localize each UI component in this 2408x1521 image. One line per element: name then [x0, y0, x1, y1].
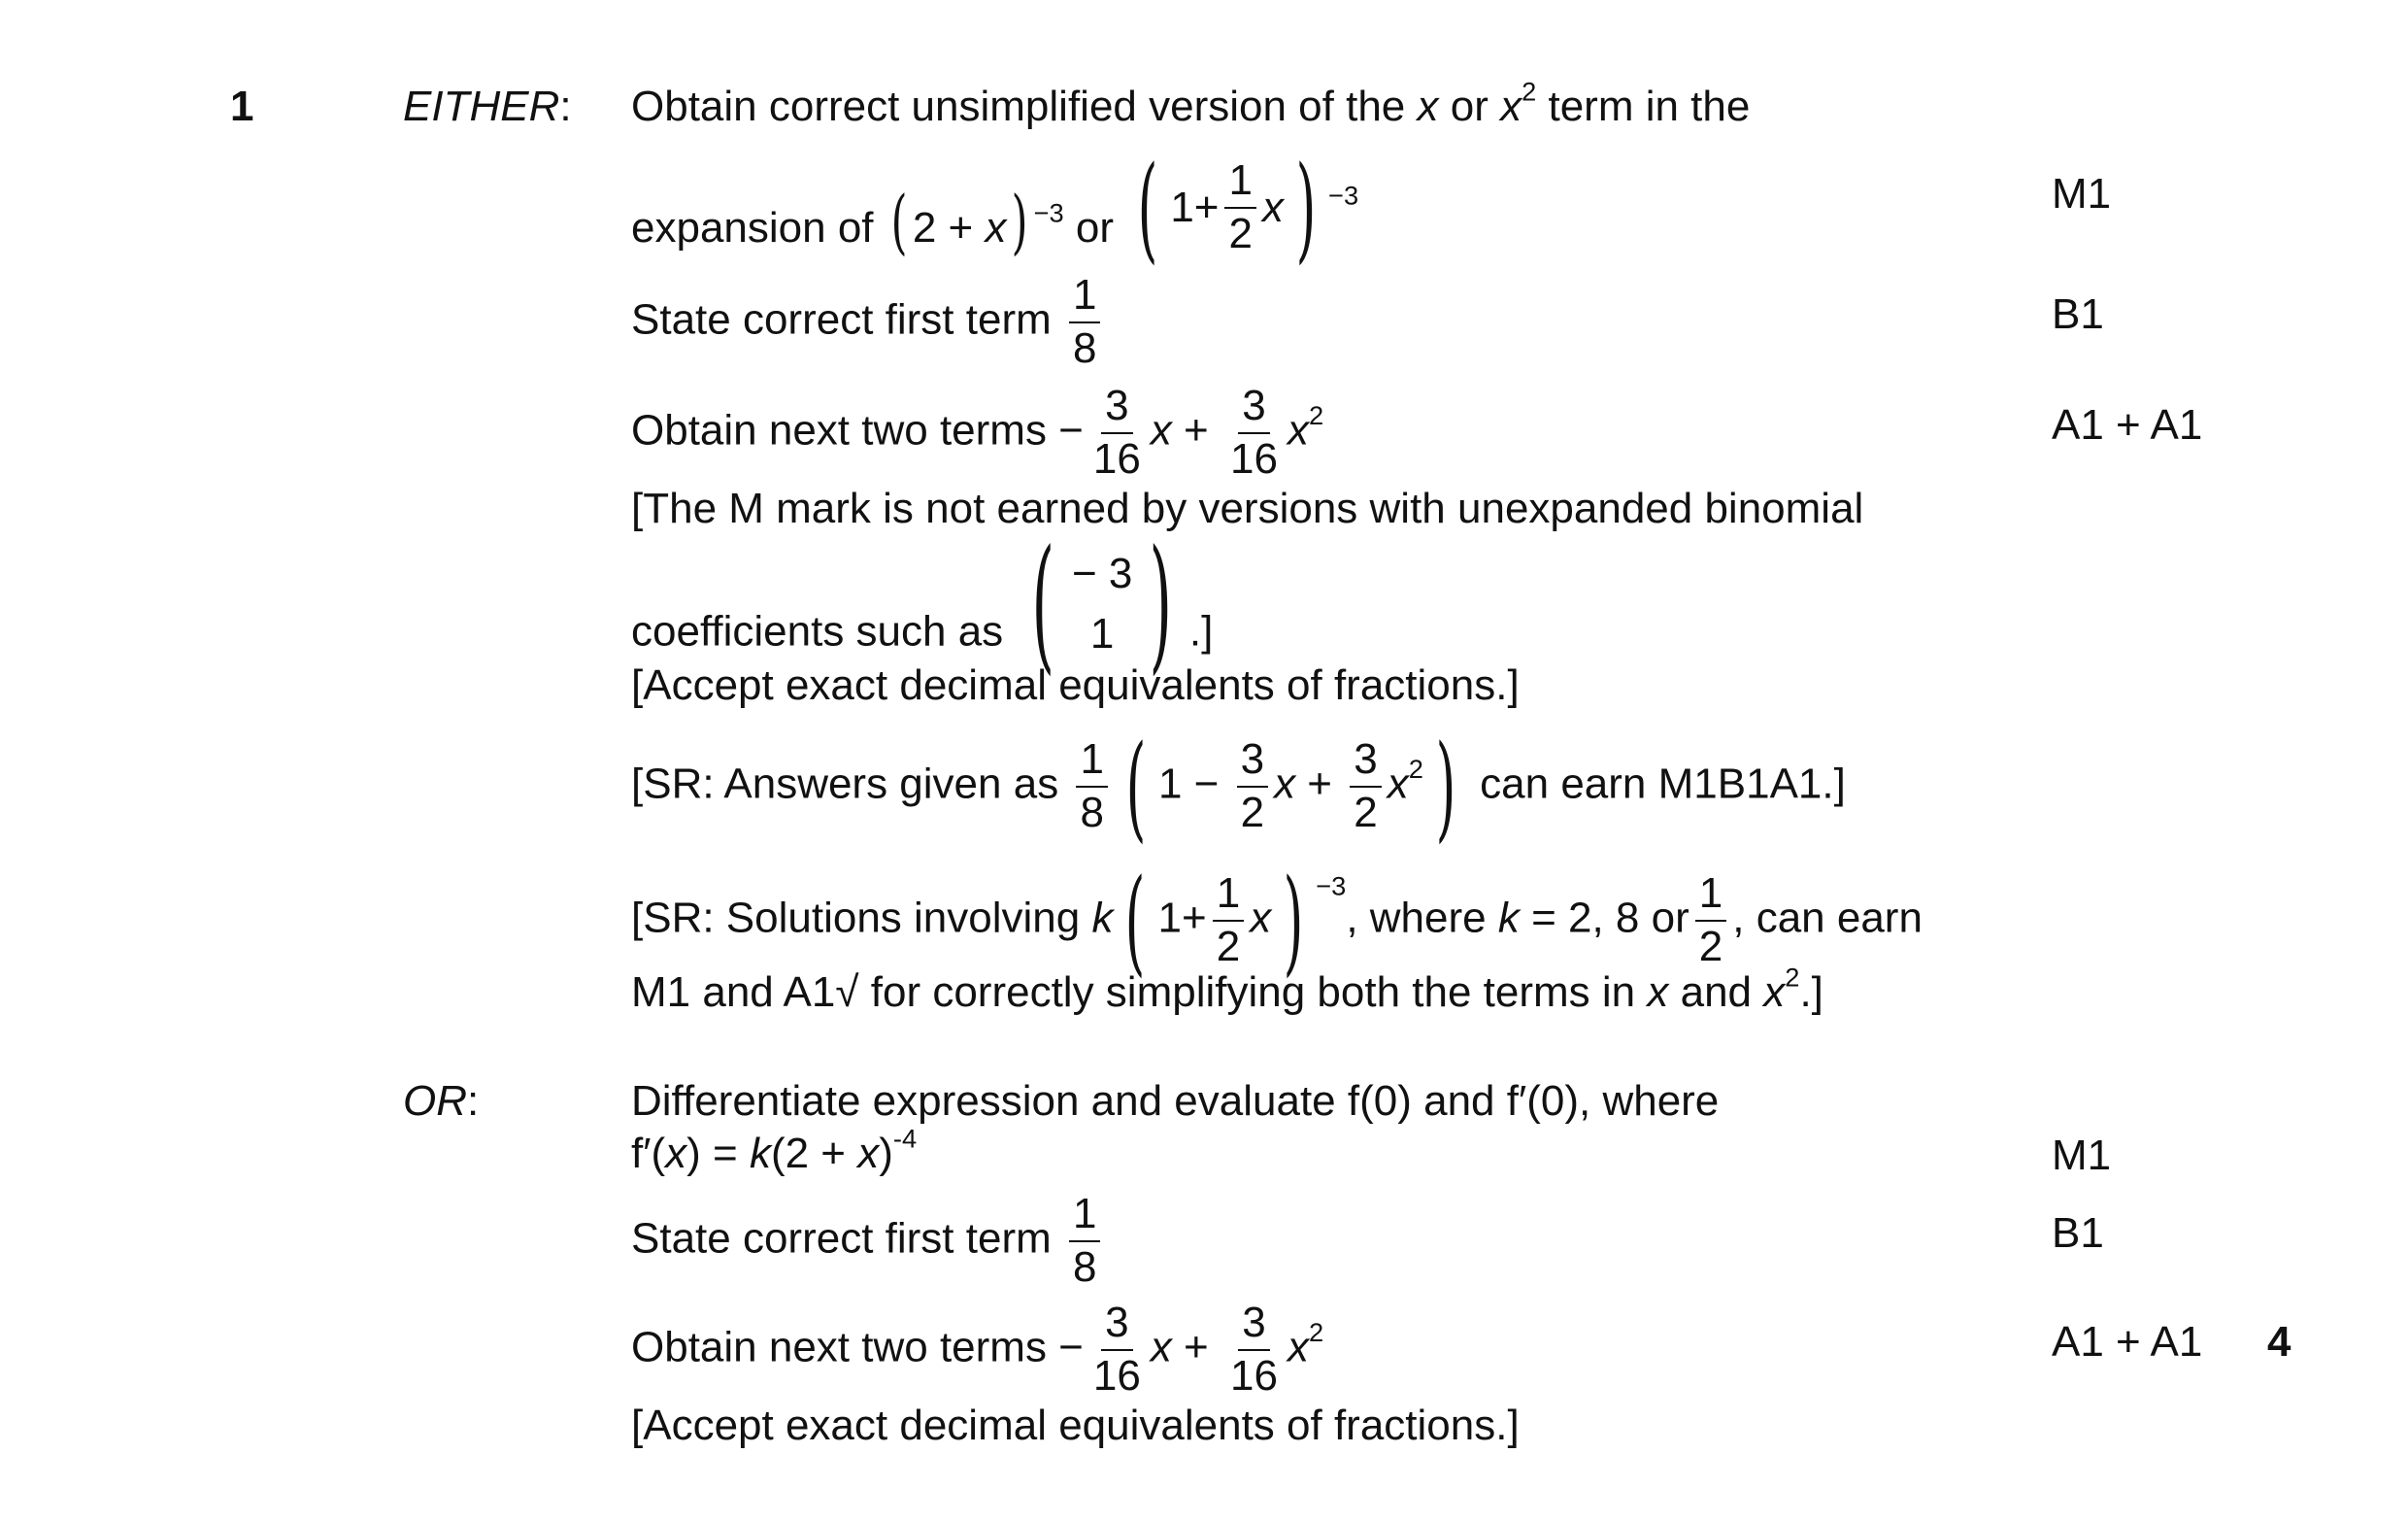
note-accept-either: [Accept exact decimal equivalents of fractions.]	[631, 661, 1520, 709]
mark-b1-or: B1	[2052, 1209, 2104, 1257]
sr-note-2: [SR: Solutions involving k ( 1+ $\frac{1}{2}$ x ) $^{-3}$, where k = 2, 8 or $\frac{1}{2}$ , can earn	[631, 853, 1923, 988]
note-accept-or: [Accept exact decimal equivalents of fractions.]	[631, 1402, 1520, 1449]
either-label: EITHER:	[403, 83, 572, 130]
question-number: 1	[230, 83, 254, 130]
sr-note-1: [SR: Answers given as $\frac{1}{8}$ ( 1 − $\frac{3}{2}$ x + $\frac{3}{2}$ $x^2$ ) can earn M1B1A1.]	[631, 719, 1846, 854]
mark-b1-either: B1	[2052, 290, 2104, 338]
note-m-mark: [The M mark is not earned by versions with unexpanded binomial	[631, 485, 1864, 532]
first-term-line: State correct first term $\frac{1}{8}$	[631, 274, 1106, 371]
mark-m1-either: M1	[2052, 170, 2112, 218]
mark-m1-or: M1	[2052, 1132, 2112, 1179]
sr-note-2-line2: M1 and A1√ for correctly simplifying both the terms in x and $x^2$.]	[631, 962, 1823, 1016]
or-line1: Differentiate expression and evaluate f(0) and f′(0), where	[631, 1077, 1720, 1125]
total-marks: 4	[2267, 1318, 2291, 1366]
or-next-terms-line: Obtain next two terms − $\frac{3}{16}$ x + $\frac{3}{16}$ $x^2$	[631, 1299, 1324, 1400]
either-line1: Obtain correct unsimplified version of the x or $x^2$ term in the	[631, 76, 1751, 130]
or-label: OR:	[403, 1077, 480, 1125]
mark-a1a1-either: A1 + A1	[2052, 401, 2203, 449]
or-first-term-line: State correct first term $\frac{1}{8}$	[631, 1193, 1106, 1290]
next-terms-line: Obtain next two terms − $\frac{3}{16}$ x + $\frac{3}{16}$ $x^2$	[631, 382, 1324, 483]
note-coefficients: coefficients such as ( − 3 1 ) .]	[631, 519, 1214, 689]
expansion-line: expansion of ( 2 + x) $^{-3}$ or ( 1+ 1 2 x ) $^{-3}$	[631, 140, 1359, 275]
or-line2: $f'(x) = k(2 + x)^{-4}$	[631, 1123, 918, 1177]
mark-a1a1-or: A1 + A1	[2052, 1318, 2203, 1366]
